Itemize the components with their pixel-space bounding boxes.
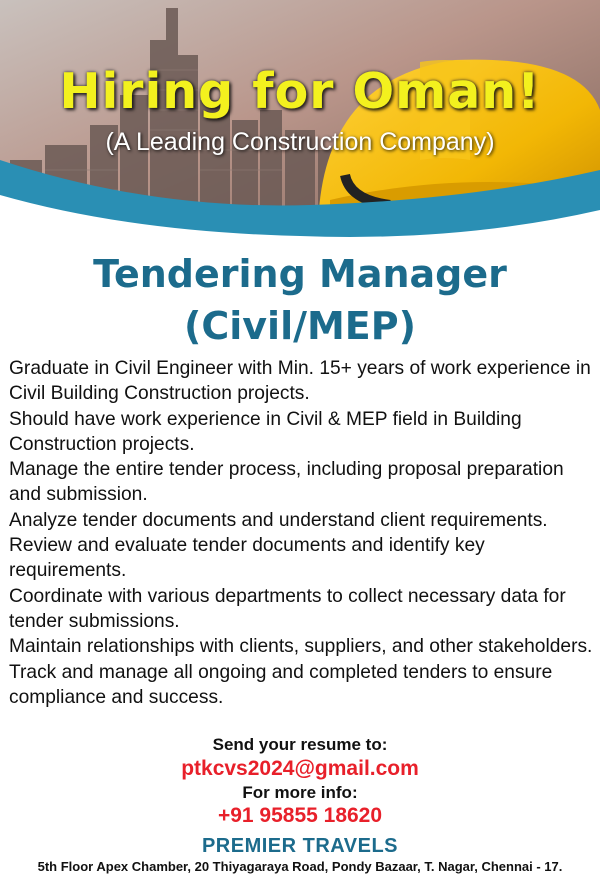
subheadline: (A Leading Construction Company)	[105, 128, 495, 156]
email-link[interactable]: ptkcvs2024@gmail.com	[181, 757, 419, 780]
company-address: 5th Floor Apex Chamber, 20 Thiyagaraya Road, Pondy Bazaar, T. Nagar, Chennai - 17.	[37, 859, 563, 874]
more-info-label: For more info:	[242, 783, 358, 802]
requirement-item: Coordinate with various departments to collect necessary data for tender submissions.	[9, 585, 566, 632]
requirement-item: Analyze tender documents and understand client requirements.	[9, 509, 548, 531]
requirement-item: Track and manage all ongoing and completed tenders to ensure compliance and success.	[9, 661, 553, 708]
requirement-item: Review and evaluate tender documents and identify key requirements.	[9, 535, 485, 582]
requirement-item: Graduate in Civil Engineer with Min. 15+ years of work experience in Civil Building Construction projects.	[9, 358, 591, 405]
requirements-list	[9, 356, 599, 710]
requirement-item: Should have work experience in Civil & MEP field in Building Construction projects.	[9, 408, 522, 455]
company-name: PREMIER TRAVELS	[201, 835, 399, 857]
hero-banner	[0, 0, 600, 255]
requirement-item: Maintain relationships with clients, suppliers, and other stakeholders.	[9, 636, 593, 658]
phone-link[interactable]: +91 95855 18620	[217, 804, 383, 827]
requirement-item: Manage the entire tender process, including proposal preparation and submission.	[9, 459, 564, 506]
headline: Hiring for Oman!	[59, 63, 541, 120]
job-title: Tendering Manager	[93, 252, 507, 296]
job-discipline: (Civil/MEP)	[184, 304, 416, 348]
send-resume-label: Send your resume to:	[212, 735, 388, 754]
